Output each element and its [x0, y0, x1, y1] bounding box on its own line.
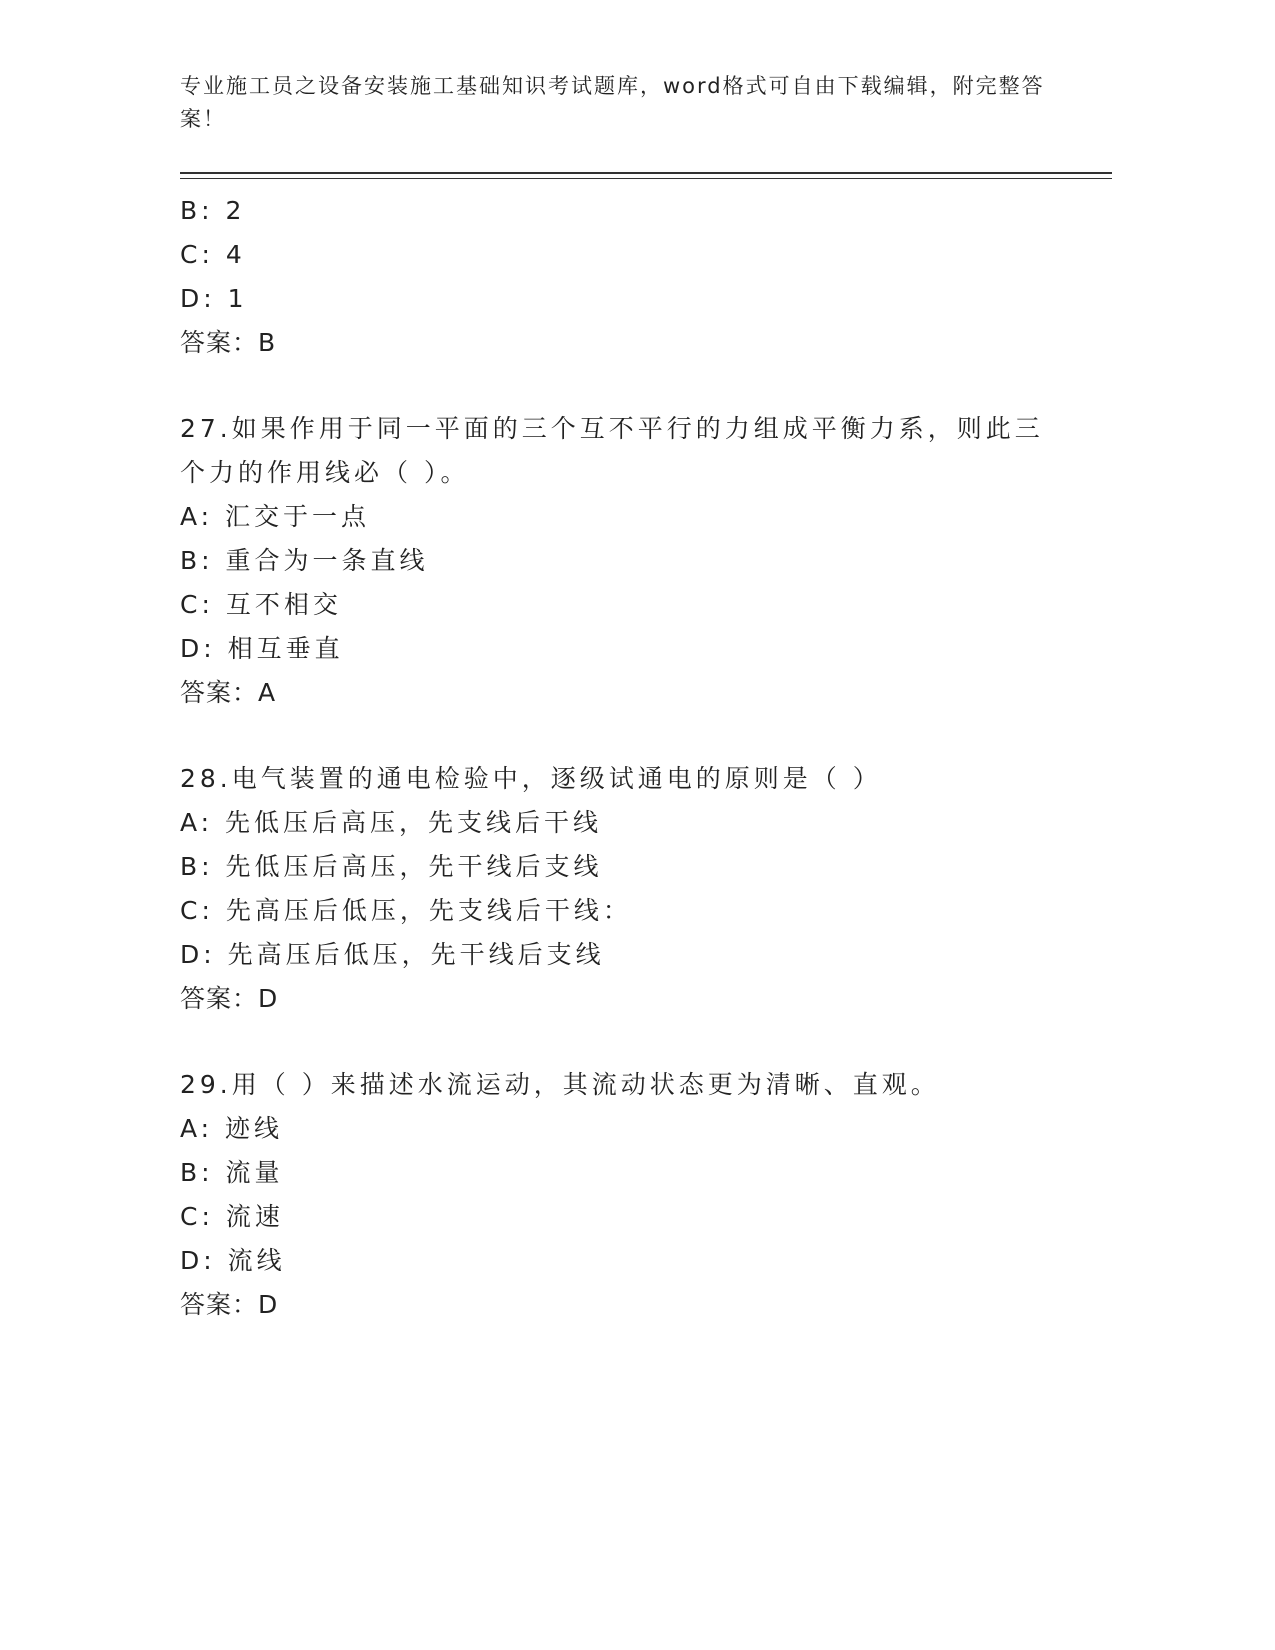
option-d: D: 相互垂直	[180, 634, 344, 663]
answer-line: 答案：D	[180, 984, 279, 1013]
document-header: 专业施工员之设备安装施工基础知识考试题库，word格式可自由下载编辑，附完整答案！	[180, 74, 1045, 131]
question-text: 29.用（ ）来描述水流运动，其流动状态更为清晰、直观。	[180, 1070, 940, 1099]
option-b: B: 流量	[180, 1158, 284, 1187]
question-29	[180, 1063, 1080, 1327]
option-c: C: 流速	[180, 1202, 284, 1231]
option-d: D: 1	[180, 284, 248, 313]
option-c: C: 4	[180, 240, 246, 269]
option-c: C: 互不相交	[180, 590, 342, 619]
option-a: A: 先低压后高压，先支线后干线	[180, 808, 603, 837]
answer-line: 答案：D	[180, 1290, 279, 1319]
question-27	[180, 407, 1080, 715]
option-c: C: 先高压后低压，先支线后干线：	[180, 896, 632, 925]
option-a: A: 汇交于一点	[180, 502, 371, 531]
option-d: D: 流线	[180, 1246, 286, 1275]
option-b: B: 重合为一条直线	[180, 546, 429, 575]
option-b: B: 2	[180, 196, 246, 225]
option-a: A: 迹线	[180, 1114, 284, 1143]
question-28	[180, 757, 1080, 1021]
question-text: 28.电气装置的通电检验中，逐级试通电的原则是（ ）	[180, 764, 882, 793]
answer-line: 答案：B	[180, 328, 277, 357]
header-divider-thick	[180, 172, 1112, 174]
option-d: D: 先高压后低压，先干线后支线	[180, 940, 605, 969]
answer-line: 答案：A	[180, 678, 277, 707]
header-divider-thin	[180, 178, 1112, 179]
question-list	[180, 189, 1080, 1327]
partial-question	[180, 189, 1080, 365]
option-b: B: 先低压后高压，先干线后支线	[180, 852, 603, 881]
question-text: 27.如果作用于同一平面的三个互不平行的力组成平衡力系，则此三个力的作用线必（ ）。	[180, 414, 1044, 487]
